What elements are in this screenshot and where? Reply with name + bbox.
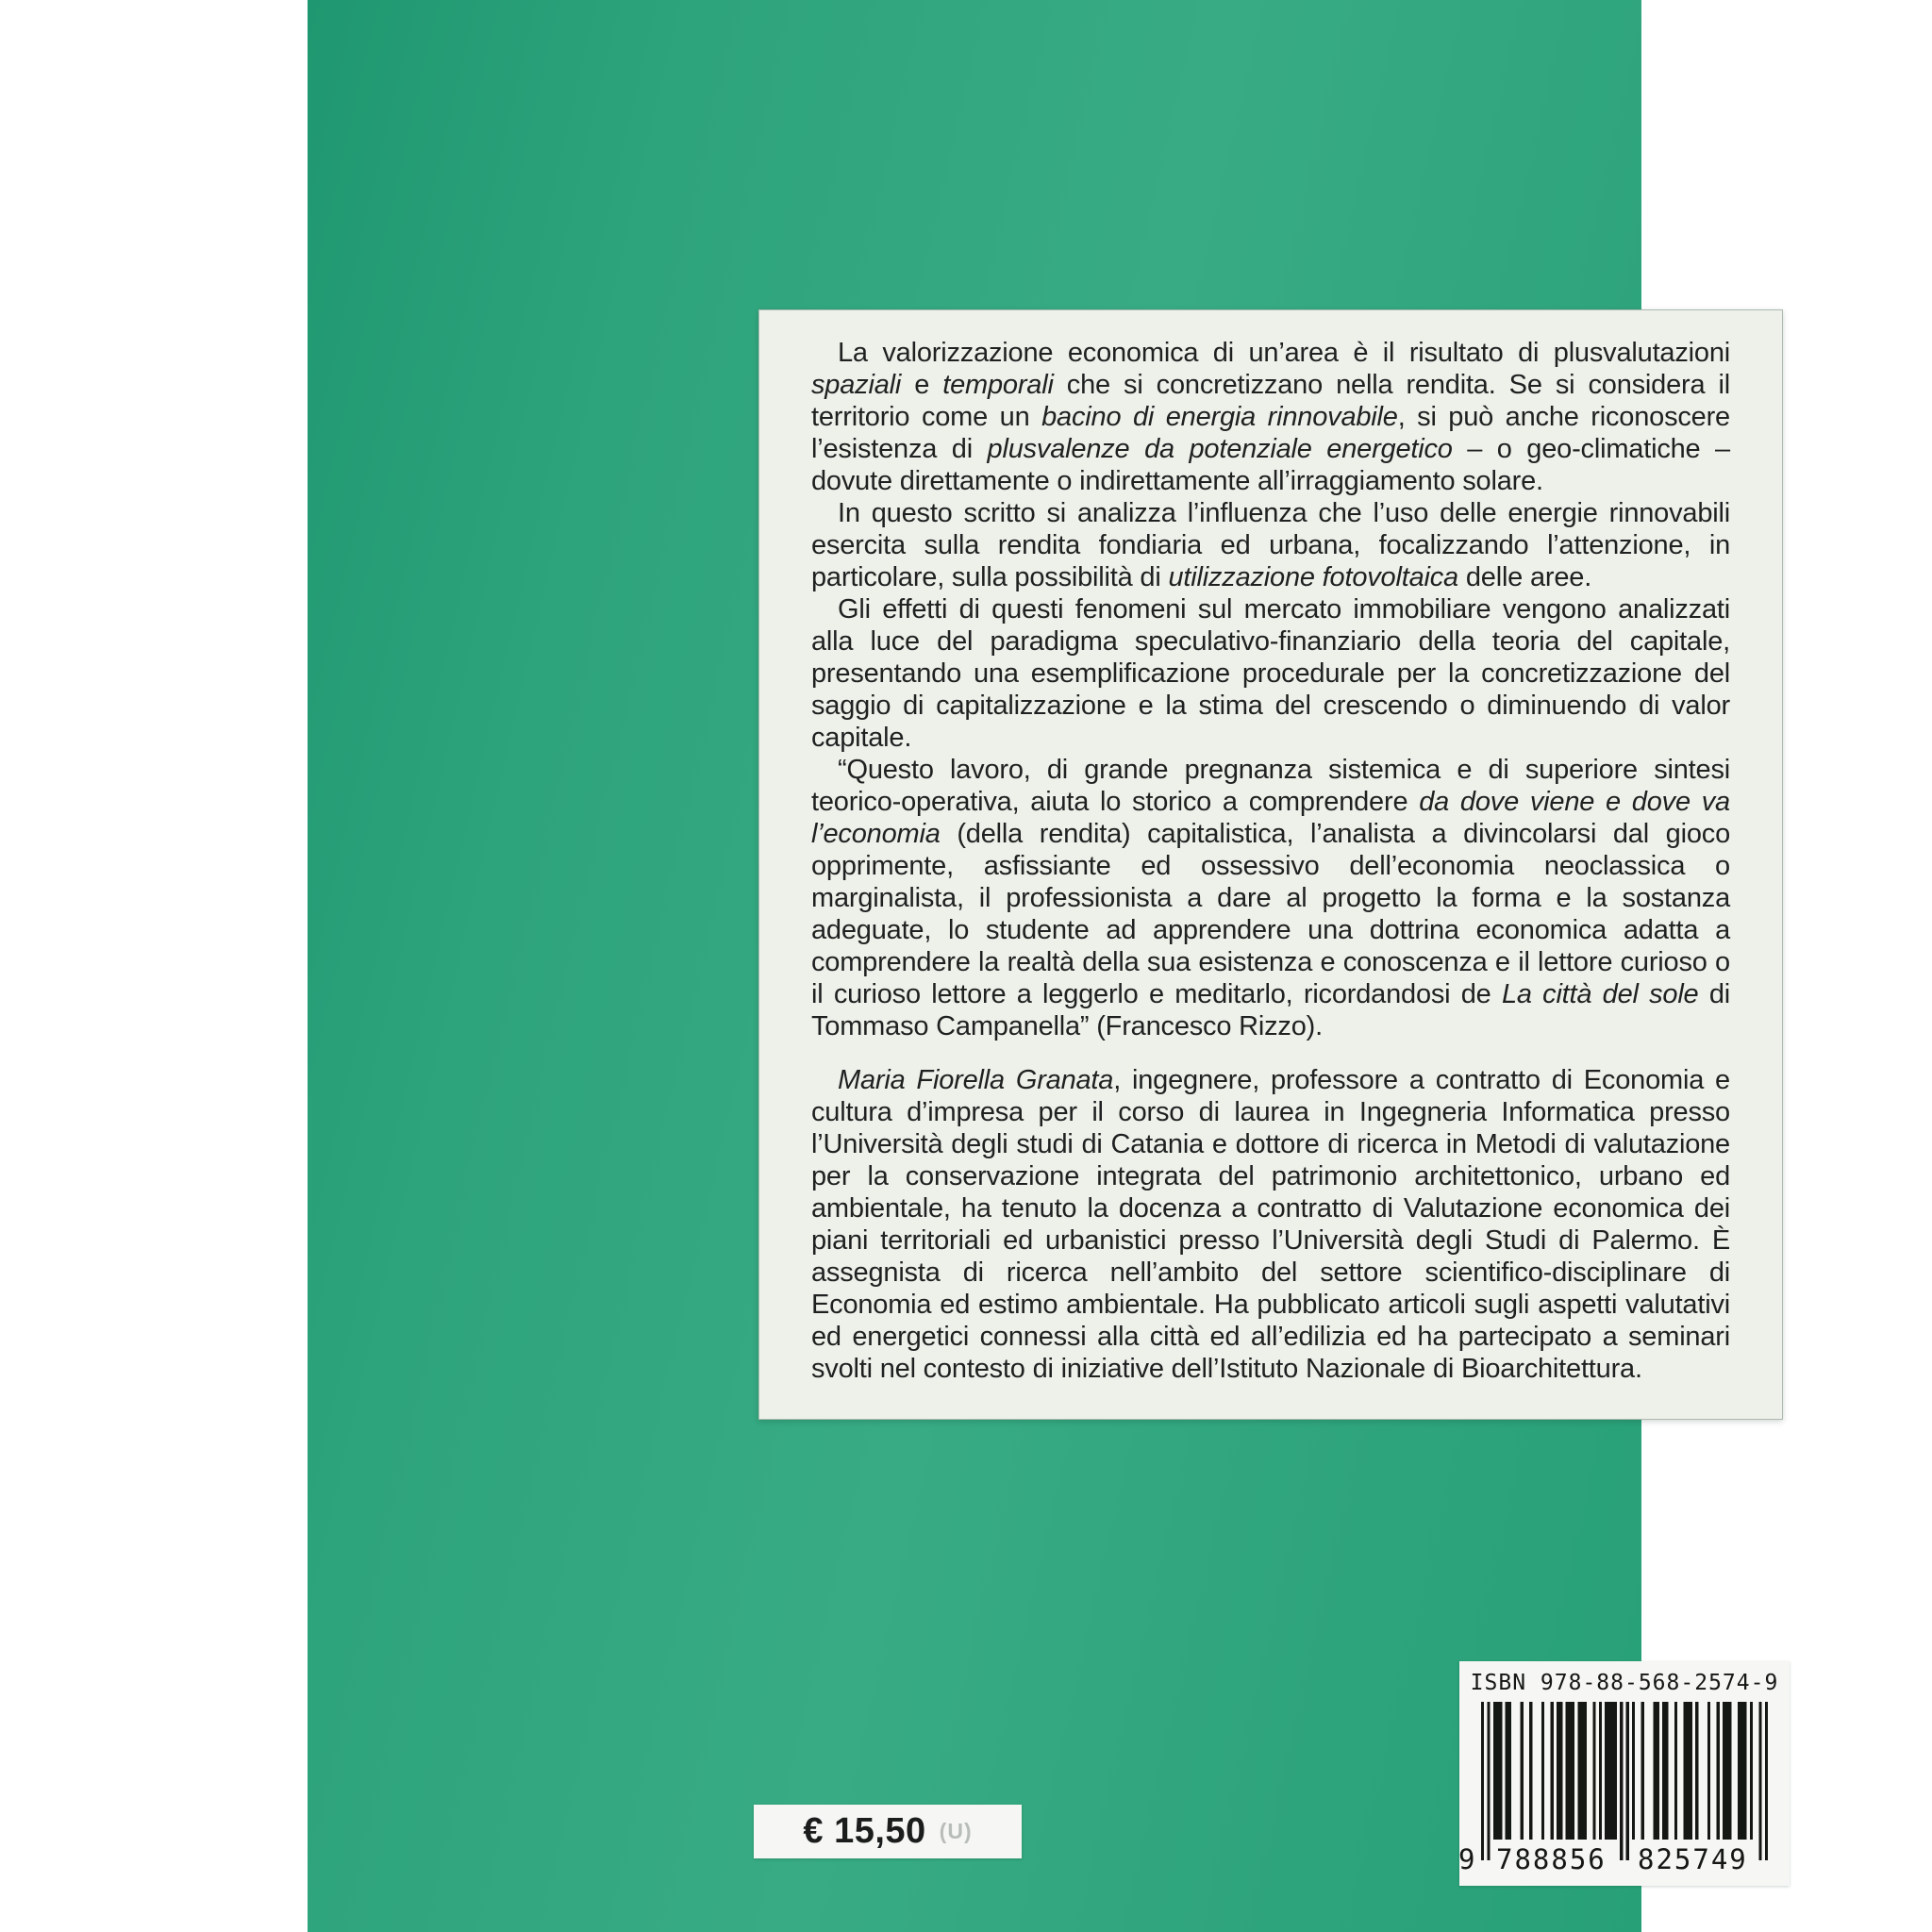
blurb-paragraph: Gli effetti di questi fenomeni sul mercato immobiliare vengono analizzati alla luce del paradigma speculativo-finanziario della teoria del capitale, presentando una esemplificazione procedurale per la concretizzazione del saggio di capitalizzazione e la stima del crescendo o diminuendo di valor capitale. bbox=[811, 594, 1730, 753]
book-cover bbox=[308, 0, 1779, 1932]
blurb-paragraph: Maria Fiorella Granata, ingegnere, professore a contratto di Economia e cultura d’impresa per il corso di laurea in Ingegneria Informatica presso l’Università degli studi di Catania e dottore di ricerca in Metodi di valutazione per la conservazione integrata del patrimonio architettonico, urbano ed ambientale, ha tenuto la docenza a contratto di Valutazione economica dei piani territoriali ed urbanistici presso l’Università degli Studi di Palermo. È assegnista di ricerca nell’ambito del settore scientifico-disciplinare di Economia ed estimo ambientale. Ha pubblicato articoli sugli aspetti valutativi ed energetici connessi alla città ed all’edilizia ed ha partecipato a seminari svolti nel contesto di iniziative dell’Istituto Nazionale di Bioarchitettura. bbox=[811, 1065, 1730, 1384]
blurb-panel bbox=[758, 309, 1783, 1420]
isbn-panel bbox=[1459, 1661, 1790, 1886]
blurb-text bbox=[811, 337, 1730, 1385]
price-amount: € 15,50 bbox=[803, 1811, 926, 1851]
ean-barcode-svg bbox=[1481, 1702, 1768, 1864]
barcode-digits-right: 825749 bbox=[1638, 1843, 1748, 1875]
barcode-digit-lead: 9 bbox=[1458, 1843, 1477, 1875]
ean-barcode bbox=[1458, 1702, 1768, 1881]
blurb-paragraph: “Questo lavoro, di grande pregnanza sistemica e di superiore sintesi teorico-operativa, aiuta lo storico a comprendere da dove viene e dove va l’economia (della rendita) capitalistica, l’analista a divincolarsi dal gioco opprimente, asfissiante ed ossessivo dell’economia neoclassica o marginalista, il professionista a dare al progetto la forma e la sostanza adeguate, lo studente ad apprendere una dottrina economica adatta a comprendere la realtà della sua esistenza e conoscenza e il lettore curioso o il curioso lettore a leggerlo e meditarlo, ricordandosi de La città del sole di Tommaso Campanella” (Francesco Rizzo). bbox=[811, 755, 1731, 1041]
isbn-label: ISBN 978-88-568-2574-9 bbox=[1470, 1671, 1779, 1695]
blurb-paragraph: La valorizzazione economica di un’area è il risultato di plusvalutazioni spaziali e temporali che si concretizzano nella rendita. Se si considera il territorio come un bacino di energia rinnovabile, si può anche riconoscere l’esistenza di plusvalenze da potenziale energetico – o geo-climatiche – dovute direttamente o indirettamente all’irraggiamento solare. bbox=[811, 338, 1730, 496]
price-box bbox=[754, 1805, 1022, 1858]
barcode-digits-left: 788856 bbox=[1496, 1843, 1607, 1875]
blurb-paragraph: In questo scritto si analizza l’influenza che l’uso delle energie rinnovabili esercita sulla rendita fondiaria ed urbana, focalizzando l’attenzione, in particolare, sulla possibilità di utilizzazione fotovoltaica delle aree. bbox=[811, 498, 1730, 592]
price-note: (U) bbox=[939, 1819, 973, 1843]
